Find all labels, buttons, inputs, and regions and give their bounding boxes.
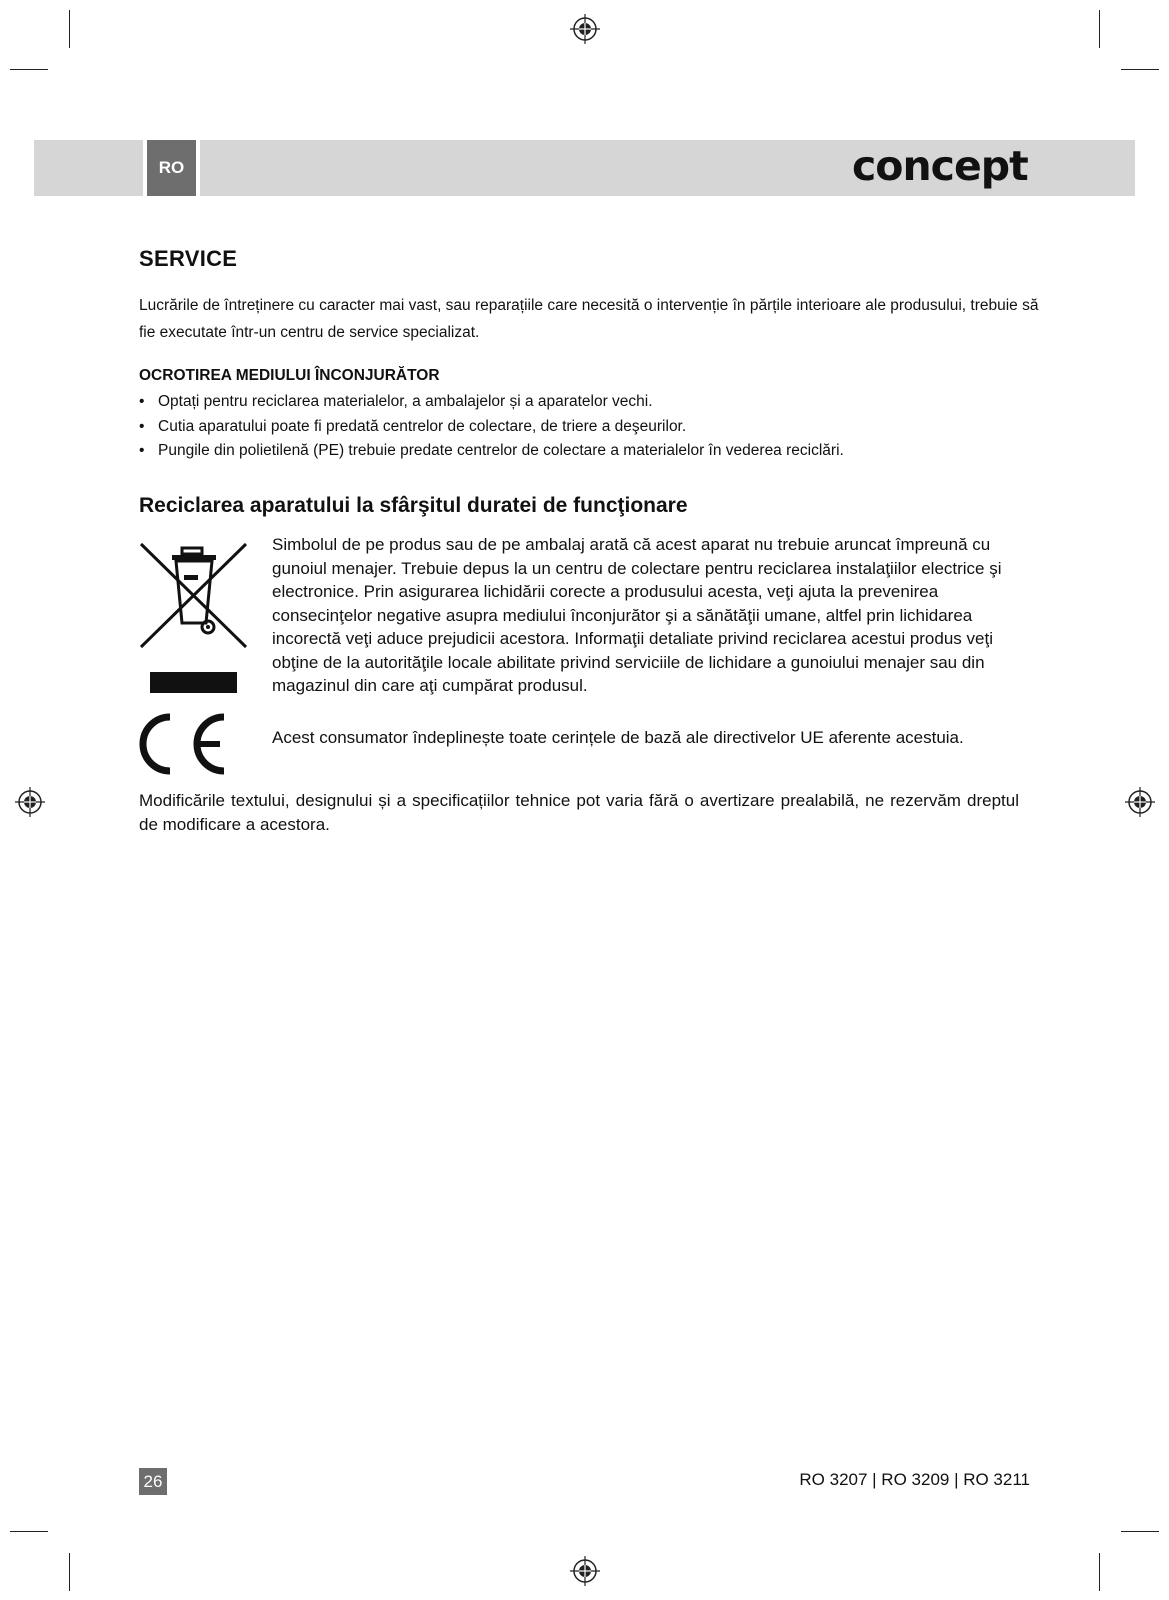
list-item: • Pungile din polietilenă (PE) trebuie predate centrelor de colectare a materialelor în vederea reciclări. <box>139 439 1059 464</box>
list-item: • Optați pentru reciclarea materialelor, a ambalajelor și a aparatelor vechi. <box>139 390 1059 415</box>
list-item: • Cutia aparatului poate fi predată centrelor de colectare, de triere a deşeurilor. <box>139 415 1059 440</box>
crop-mark <box>1121 69 1159 70</box>
crop-mark <box>1099 10 1100 48</box>
registration-mark-icon <box>570 1556 600 1586</box>
modifications-paragraph: Modificările textului, designului și a specificațiilor tehnice pot varia fără o avertizare prealabilă, ne rezervăm dreptul de modificare a acestora. <box>139 791 1019 834</box>
crop-mark <box>10 1531 48 1532</box>
environment-heading: OCROTIREA MEDIULUI ÎNCONJURĂTOR <box>139 367 440 384</box>
weee-underline-bar <box>150 672 237 693</box>
recycling-paragraph: Simbolul de pe produs sau de pe ambalaj arată că acest aparat nu trebuie aruncat împreună cu gunoiul menajer. Trebuie depus la un centru de colectare pentru reciclarea instalaţiilor electrice şi electronice. Prin asigurarea lichidării corecte a produsului acesta, veţi ajuta la prevenirea consecinţelor negative asupra mediului înconjurător şi a sănătăţii umane, altfel prin lichidarea incorectă veţi aduce prejudicii acestora. Informaţii detaliate privind reciclarea acestui produs veţi obţine de la autorităţile locale abilitate privind serviciile de lichidare a gunoiului menajer sau din magazinul din care aţi cumpărat produsul. <box>272 535 1002 695</box>
service-heading: SERVICE <box>139 246 238 271</box>
crop-mark <box>69 10 70 48</box>
environment-list <box>139 390 1059 464</box>
crop-mark <box>1121 1531 1159 1532</box>
crop-mark <box>1099 1553 1100 1591</box>
ce-paragraph: Acest consumator îndeplinește toate cerințele de bază ale directivelor UE aferente acestuia. <box>272 728 964 747</box>
registration-mark-icon <box>570 14 600 44</box>
crop-mark <box>10 69 48 70</box>
crop-mark <box>69 1553 70 1591</box>
crossed-out-wheelie-bin-icon <box>138 541 250 651</box>
language-tab <box>143 140 200 196</box>
registration-mark-icon <box>15 787 45 817</box>
service-paragraph: Lucrările de întreținere cu caracter mai vast, sau reparațiile care necesită o intervenție în părțile interioare ale produsului, trebuie să fie executate într-un centru de service specializat. <box>139 297 1039 341</box>
recycling-heading: Reciclarea aparatului la sfârşitul duratei de funcţionare <box>139 494 688 517</box>
page-number: 26 <box>139 1468 167 1495</box>
model-numbers: RO 3207 | RO 3209 | RO 3211 <box>799 1470 1030 1489</box>
ce-mark-icon <box>136 713 228 775</box>
registration-mark-icon <box>1125 787 1155 817</box>
language-code: RO <box>158 158 185 177</box>
brand-logo: concept <box>852 142 1028 190</box>
